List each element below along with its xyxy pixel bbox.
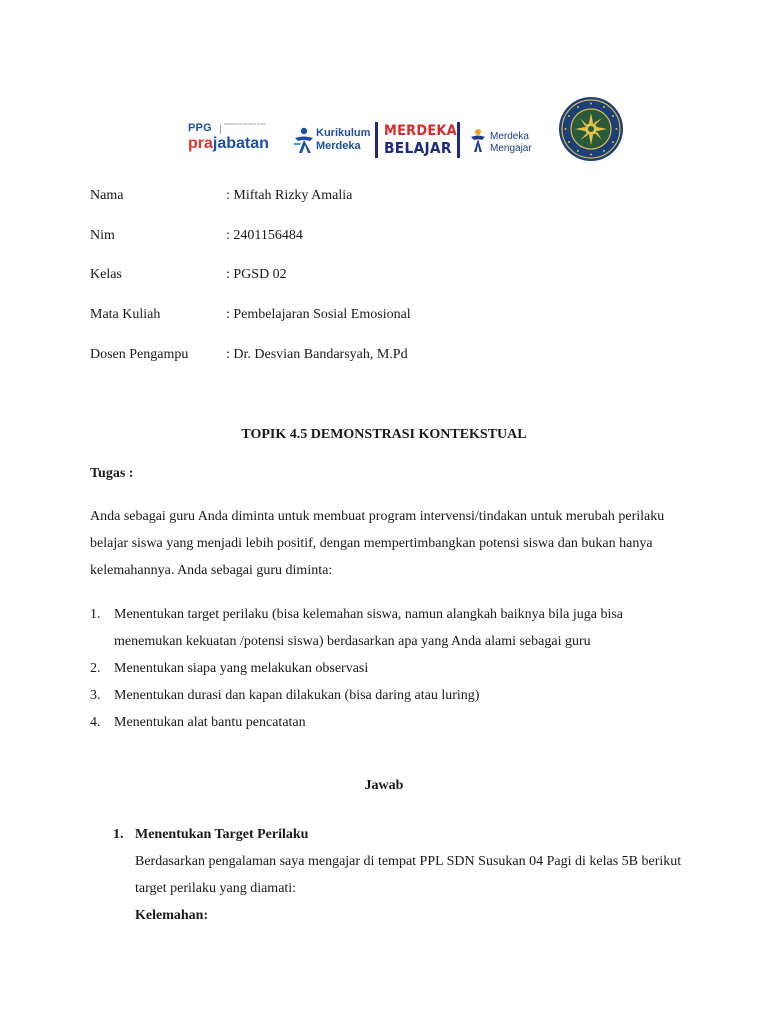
field-value: : Miftah Rizky Amalia (226, 188, 353, 203)
merdeka-mengajar-line1: Merdeka (490, 131, 529, 142)
field-label: Kelas (90, 267, 122, 282)
answer-subheading: Kelemahan: (135, 908, 209, 923)
list-item (90, 709, 690, 736)
ppg-logo-jabatan: jabatan (212, 135, 269, 152)
field-label: Dosen Pengampu (90, 347, 189, 362)
field-value: : 2401156484 (226, 228, 303, 243)
list-number: 4. (90, 715, 101, 730)
header-logos (0, 96, 768, 166)
merdeka-belajar-top: MERDEKA (384, 123, 457, 139)
ppg-logo-pra: pra (188, 135, 213, 152)
field-label: Nim (90, 228, 115, 243)
answer-heading: Menentukan Target Perilaku (135, 827, 309, 842)
ppg-logo-bottom (188, 134, 269, 154)
ppg-logo-separator (220, 124, 221, 134)
list-text: Menentukan durasi dan kapan dilakukan (bisa daring atau luring) (114, 688, 480, 703)
university-seal-icon (558, 96, 624, 162)
list-item (90, 682, 690, 709)
field-value: : Pembelajaran Sosial Emosional (226, 307, 411, 322)
field-label: Mata Kuliah (90, 307, 161, 322)
merdeka-belajar-logo (372, 122, 460, 160)
kurikulum-merdeka-text (316, 127, 370, 153)
merdeka-belajar-bottom: BELAJAR (384, 139, 452, 157)
field-label: Nama (90, 188, 124, 203)
field-value: : PGSD 02 (226, 267, 287, 282)
kurikulum-merdeka-logo (292, 126, 376, 158)
ppg-logo-tagline: PENDIDIKAN PROFESI GURU (224, 122, 267, 126)
document-title: TOPIK 4.5 DEMONSTRASI KONTEKSTUAL (241, 427, 527, 442)
tugas-paragraph: Anda sebagai guru Anda diminta untuk membuat program intervensi/tindakan untuk merubah perilaku belajar siswa yang menjadi lebih positif, dengan mempertimbangkan potensi siswa dan bukan hanya kelemahannya. Anda sebagai guru diminta: (90, 509, 665, 578)
list-item (90, 601, 690, 655)
jawab-title: Jawab (364, 778, 404, 793)
field-value: : Dr. Desvian Bandarsyah, M.Pd (226, 347, 408, 362)
merdeka-line: Merdeka (316, 140, 361, 152)
ppg-logo-top: PPG (188, 122, 212, 134)
merdeka-mengajar-logo (468, 126, 544, 158)
merdeka-belajar-left-bar (375, 122, 378, 158)
answer-body: Berdasarkan pengalaman saya mengajar di tempat PPL SDN Susukan 04 Pagi di kelas 5B berikut target perilaku yang diamati: (135, 854, 682, 896)
merdeka-mengajar-text (490, 131, 532, 155)
answer-number: 1. (113, 827, 124, 842)
list-number: 3. (90, 688, 101, 703)
list-number: 1. (90, 607, 101, 622)
task-list (90, 601, 690, 736)
list-text: Menentukan target perilaku (bisa kelemahan siswa, namun alangkah baiknya bila juga bisa menemukan kekuatan /potensi siswa) berdasarkan apa yang Anda alami sebagai guru (114, 607, 624, 649)
list-text: Menentukan siapa yang melakukan observasi (114, 661, 369, 676)
list-number: 2. (90, 661, 101, 676)
kurikulum-line: Kurikulum (316, 127, 371, 139)
merdeka-mengajar-line2: Mengajar (490, 143, 532, 154)
kurikulum-merdeka-icon (292, 126, 316, 156)
merdeka-belajar-right-bar (457, 122, 460, 158)
list-item (90, 655, 690, 682)
list-text: Menentukan alat bantu pencatatan (114, 715, 306, 730)
tugas-label: Tugas : (90, 466, 134, 481)
ppg-prajabatan-logo (188, 122, 272, 158)
merdeka-mengajar-icon (468, 128, 488, 154)
